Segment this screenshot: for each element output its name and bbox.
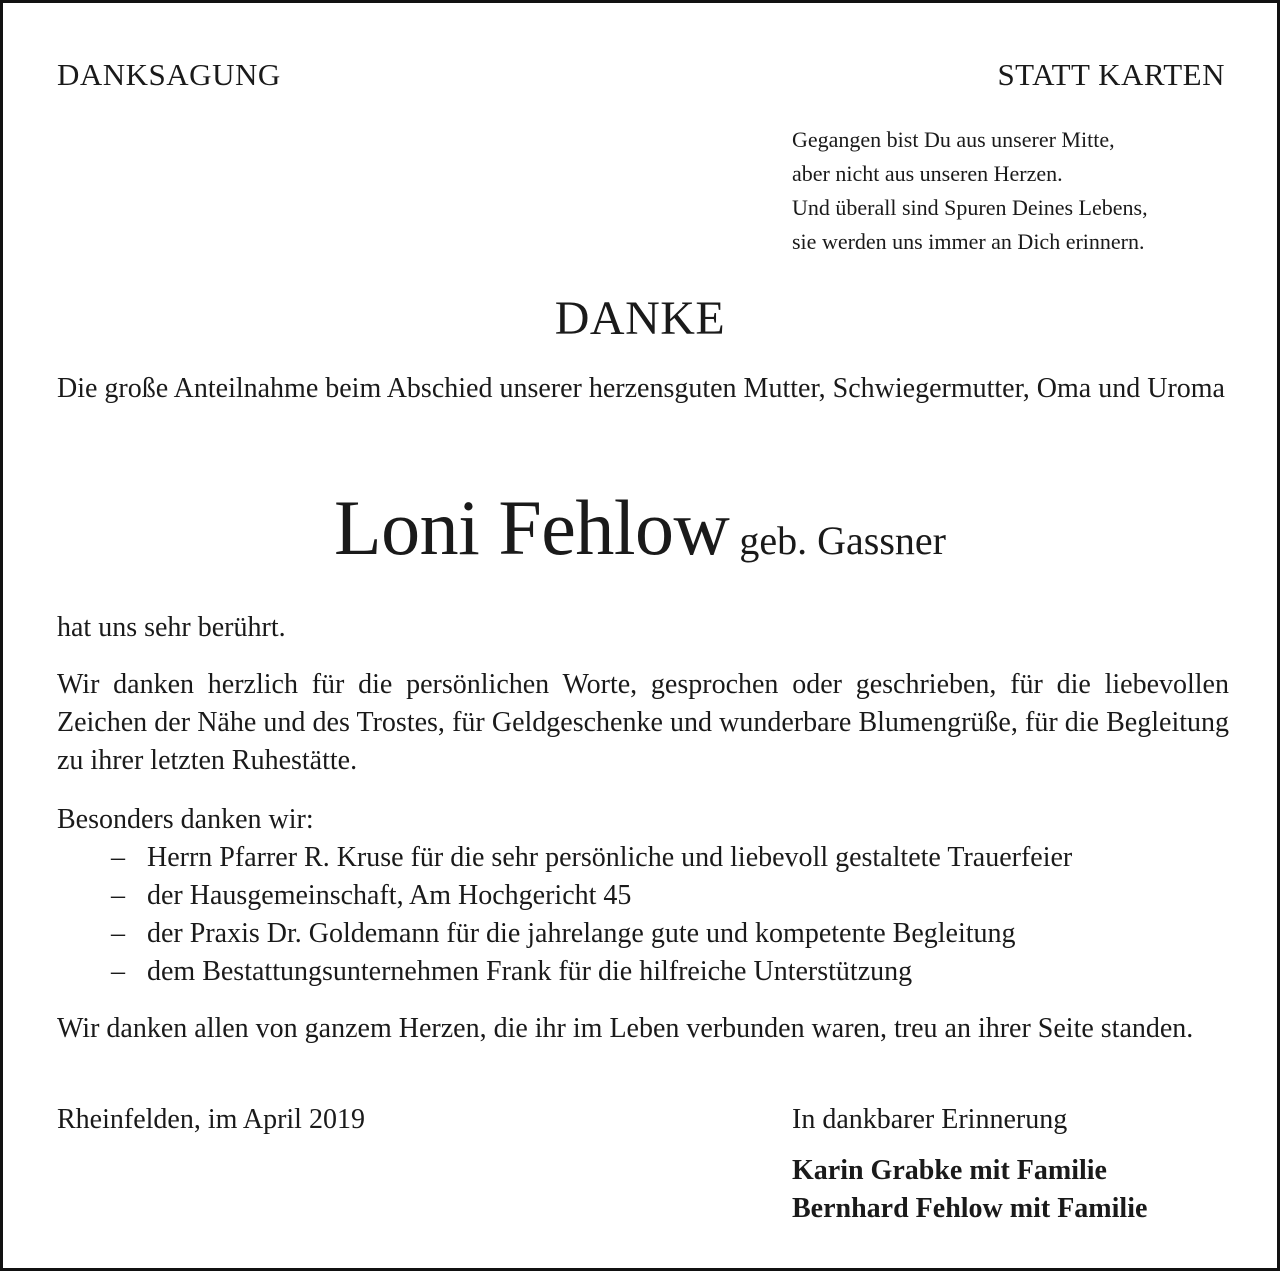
memory-line: In dankbarer Erinnerung xyxy=(792,1104,1068,1135)
poem xyxy=(792,123,1148,259)
header-danksagung: DANKSAGUNG xyxy=(57,57,281,92)
deceased-name: Loni Fehlow xyxy=(334,484,730,571)
special-thanks-heading: Besonders danken wir: xyxy=(57,804,314,835)
poem-line: aber nicht aus unseren Herzen. xyxy=(792,161,1063,186)
list-item xyxy=(111,915,1072,953)
closing-paragraph: Wir danken allen von ganzem Herzen, die ihr im Leben verbunden waren, treu an ihrer Seite standen. xyxy=(57,1013,1194,1044)
header-statt-karten: STATT KARTEN xyxy=(997,57,1225,92)
list-item-text: dem Bestattungsunternehmen Frank für die hilfreiche Unterstützung xyxy=(147,956,913,987)
signer-name: Bernhard Fehlow mit Familie xyxy=(792,1193,1148,1224)
poem-line: sie werden uns immer an Dich erinnern. xyxy=(792,229,1145,254)
list-item-text: der Praxis Dr. Goldemann für die jahrelange gute und kompetente Begleitung xyxy=(147,918,1016,949)
list-item xyxy=(111,877,1072,915)
list-item xyxy=(111,839,1072,877)
special-thanks-list xyxy=(111,839,1072,991)
dash-bullet: – xyxy=(111,956,125,987)
list-item-text: Herrn Pfarrer R. Kruse für die sehr persönliche und liebevoll gestaltete Trauerfeier xyxy=(147,842,1073,873)
place-date: Rheinfelden, im April 2019 xyxy=(57,1104,365,1135)
deceased-name-block xyxy=(3,483,1277,573)
thanks-paragraph: Wir danken herzlich für die persönlichen Worte, gesprochen oder geschrieben, für die liebevollen Zeichen der Nähe und des Trostes, für Geldgeschenke und wunderbare Blumengrüße, für die Begleitung zu ihrer letzten Ruhestätte. xyxy=(57,669,1229,776)
signer-name: Karin Grabke mit Familie xyxy=(792,1155,1107,1186)
dash-bullet: – xyxy=(111,918,125,949)
list-item-text: der Hausgemeinschaft, Am Hochgericht 45 xyxy=(147,880,632,911)
dash-bullet: – xyxy=(111,880,125,911)
dash-bullet: – xyxy=(111,842,125,873)
title-danke: DANKE xyxy=(554,292,726,345)
poem-line: Gegangen bist Du aus unserer Mitte, xyxy=(792,127,1115,152)
signers xyxy=(792,1152,1147,1228)
poem-line: Und überall sind Spuren Deines Lebens, xyxy=(792,195,1148,220)
intro-paragraph: Die große Anteilnahme beim Abschied unserer herzensguten Mutter, Schwiegermutter, Oma und Uroma xyxy=(57,373,1225,404)
touched-line: hat uns sehr berührt. xyxy=(57,612,286,643)
birth-name: geb. Gassner xyxy=(739,518,946,563)
list-item xyxy=(111,953,1072,991)
